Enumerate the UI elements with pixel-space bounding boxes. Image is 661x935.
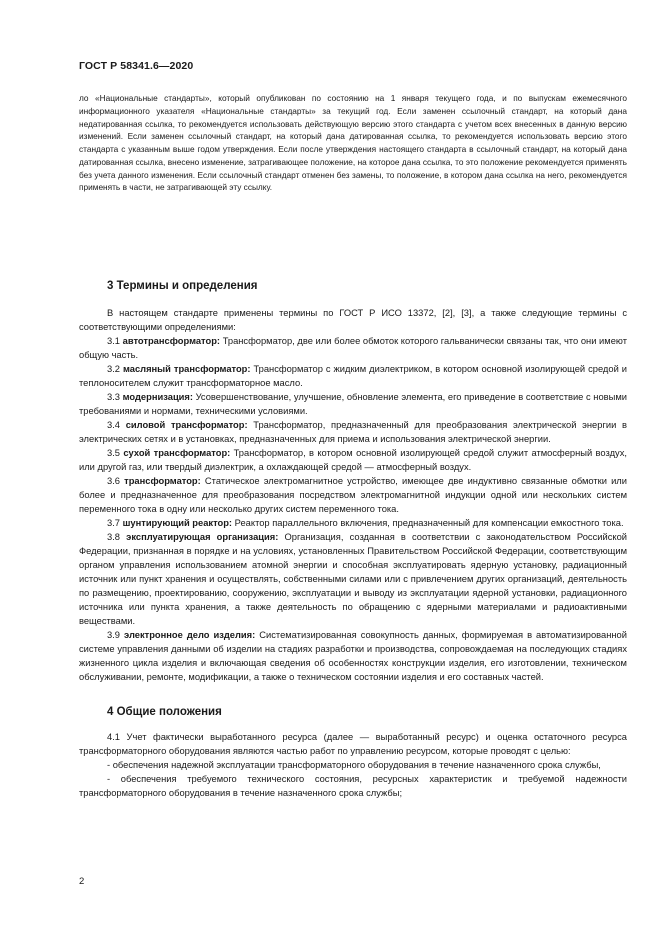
term-number: 3.3 xyxy=(107,392,120,402)
term-entry xyxy=(79,390,627,418)
term-entry xyxy=(79,530,627,628)
term-name: силовой трансформатор: xyxy=(125,420,248,430)
term-number: 3.7 xyxy=(107,518,120,528)
term-entry xyxy=(79,628,627,684)
list-item: - обеспечения требуемого технического состояния, ресурсных характеристик и требуемой надежности трансформаторного оборудования в течение назначенного срока службы; xyxy=(79,774,627,798)
term-name: сухой трансформатор: xyxy=(123,448,231,458)
term-name: эксплуатирующая организация: xyxy=(126,532,279,542)
term-definition: Трансформатор, предназначенный для преобразования электрической энергии в электрических сетях и в установках, предназначенных для приема и использования электрической энергии. xyxy=(79,420,627,444)
term-entry xyxy=(79,362,627,390)
section-3-heading: 3 Термины и определения xyxy=(107,280,258,292)
term-entry xyxy=(79,446,627,474)
term-number: 3.1 xyxy=(107,336,120,346)
term-name: электронное дело изделия: xyxy=(124,630,256,640)
term-name: модернизация: xyxy=(122,392,193,402)
term-name: трансформатор: xyxy=(124,476,201,486)
section-4-heading: 4 Общие положения xyxy=(107,706,222,718)
term-entry xyxy=(79,474,627,516)
term-definition: Трансформатор с жидким диэлектриком, в котором основной изолирующей средой и теплоносителем служит трансформаторное масло. xyxy=(79,364,627,388)
term-definition: Трансформатор, две или более обмоток которого гальванически связаны так, что они имеют общую часть. xyxy=(79,336,627,360)
term-definition: Реактор параллельного включения, предназначенный для компенсации емкостного тока. xyxy=(234,518,624,528)
term-number: 3.8 xyxy=(107,532,120,542)
term-number: 3.5 xyxy=(107,448,120,458)
term-number: 3.4 xyxy=(107,420,120,430)
term-definition: Организация, созданная в соответствии с законодательством Российской Федерации, признанная в порядке и на условиях, установленных Правительством Российской Федерации, соответствующим органом управления использованием атомной энергии и способная эксплуатировать ядерную установку, радиационный источник или пункт хранения и осуществлять, собственными силами или с привлечением других организаций, деятельность по размещению, проектированию, сооружению, эксплуатации и выводу из эксплуатации ядерной установки, радиационного источника или пункта хранения, а также деятельность по обращению с ядерными материалами и радиоактивными веществами. xyxy=(79,532,627,626)
term-definition: Систематизированная совокупность данных, формируемая в автоматизированной системе управления данными об изделии на стадиях разработки и производства, сопровождаемая на последующих стадиях жизненного цикла изделия и включающая сведения об особенностях конструкции изделия, его изготовлении, техническом обслуживании, ремонте, модификации, а также о техническом состоянии изделия и его составных частей. xyxy=(79,630,627,682)
term-number: 3.9 xyxy=(107,630,120,640)
term-number: 3.2 xyxy=(107,364,120,374)
term-entry xyxy=(79,516,627,530)
list-item: - обеспечения надежной эксплуатации трансформаторного оборудования в течение назначенного срока службы, xyxy=(107,760,601,770)
term-name: автотрансформатор: xyxy=(122,336,221,346)
section-3-body xyxy=(79,306,627,684)
term-number: 3.6 xyxy=(107,476,120,486)
term-entry xyxy=(79,334,627,362)
term-definition: Статическое электромагнитное устройство, имеющее две индуктивно связанные обмотки или более и предназначенное для преобразования посредством электромагнитной индукции одной или нескольких систем переменного тока в одну или несколько других систем переменного тока. xyxy=(79,476,627,514)
intro-paragraph: ло «Национальные стандарты», который опубликован по состоянию на 1 января текущего года, и по выпускам ежемесячного информационного указателя «Национальные стандарты» за текущий год. Если заменен ссылочный стандарт, на который дана недатированная ссылка, то рекомендуется использовать действующую версию этого стандарта с учетом всех внесенных в данную версию изменений. Если заменен ссылочный стандарт, на который дана датированная ссылка, то рекомендуется использовать версию этого стандарта с указанным выше годом утверждения. Если после утверждения настоящего стандарта в ссылочный стандарт, на который дана датированная ссылка, внесено изменение, затрагивающее положение, на которое дана ссылка, то это положение рекомендуется применять без учета данного изменения. Если ссылочный стандарт отменен без замены, то положение, в котором дана ссылка на него, рекомендуется применять в части, не затрагивающей эту ссылку. xyxy=(79,93,627,193)
term-entry xyxy=(79,418,627,446)
section-3-lead: В настоящем стандарте применены термины по ГОСТ Р ИСО 13372, [2], [3], а также следующие термины с соответствующими определениями: xyxy=(79,308,627,332)
page-number: 2 xyxy=(79,876,85,887)
document-header: ГОСТ Р 58341.6—2020 xyxy=(79,60,194,72)
term-definition: Трансформатор, в котором основной изолирующей средой служит атмосферный воздух, или другой газ, или твердый диэлектрик, а охлаждающей средой — атмосферный воздух. xyxy=(79,448,627,472)
term-name: масляный трансформатор: xyxy=(122,364,251,374)
term-definition: Усовершенствование, улучшение, обновление элемента, его приведение в соответствие с новыми требованиями и нормами, техническими условиями. xyxy=(79,392,627,416)
term-name: шунтирующий реактор: xyxy=(122,518,233,528)
section-4-lead: 4.1 Учет фактически выработанного ресурса (далее — выработанный ресурс) и оценка остаточного ресурса трансформаторного оборудования являются частью работ по управлению ресурсом, которые проводят с целью: xyxy=(79,732,627,756)
section-4-body xyxy=(79,730,627,800)
